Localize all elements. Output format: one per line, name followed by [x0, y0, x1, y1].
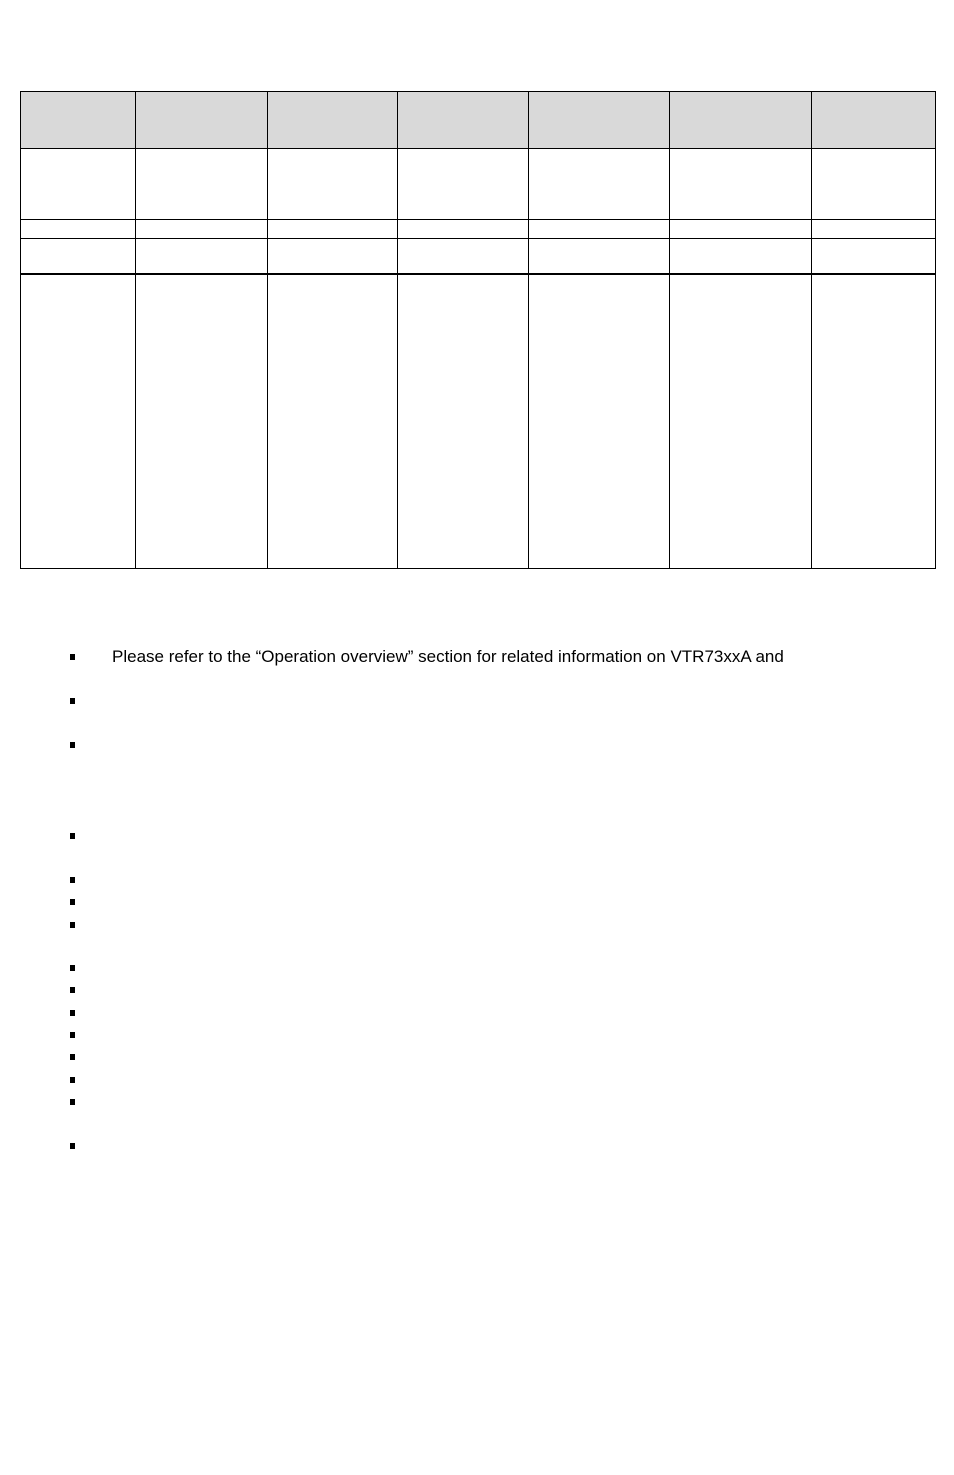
- list-item: [69, 1136, 929, 1156]
- square-bullet-icon: [70, 922, 75, 928]
- square-bullet-icon: [70, 1143, 75, 1149]
- square-bullet-icon: [70, 1099, 75, 1105]
- list-item: [69, 1025, 929, 1045]
- square-bullet-icon: [70, 742, 75, 748]
- list-item: [69, 870, 929, 890]
- list-item: [69, 647, 929, 667]
- bullet-text: Please refer to the “Operation overview” section for related information on VTR73xxA and: [112, 647, 784, 666]
- list-item: [69, 1047, 929, 1067]
- list-item: [69, 980, 929, 1000]
- square-bullet-icon: [70, 1010, 75, 1016]
- square-bullet-icon: [70, 1032, 75, 1038]
- list-item: [69, 826, 929, 846]
- square-bullet-icon: [70, 833, 75, 839]
- square-bullet-icon: [70, 654, 75, 660]
- list-item: [69, 892, 929, 912]
- list-item: [69, 1092, 929, 1112]
- square-bullet-icon: [70, 987, 75, 993]
- square-bullet-icon: [70, 877, 75, 883]
- list-item: [69, 1070, 929, 1090]
- square-bullet-icon: [70, 1054, 75, 1060]
- list-item: [69, 958, 929, 978]
- square-bullet-icon: [70, 698, 75, 704]
- square-bullet-icon: [70, 899, 75, 905]
- list-item: [69, 691, 929, 711]
- square-bullet-icon: [70, 1077, 75, 1083]
- list-item: [69, 915, 929, 935]
- square-bullet-icon: [70, 965, 75, 971]
- list-item: [69, 735, 929, 755]
- list-item: [69, 1003, 929, 1023]
